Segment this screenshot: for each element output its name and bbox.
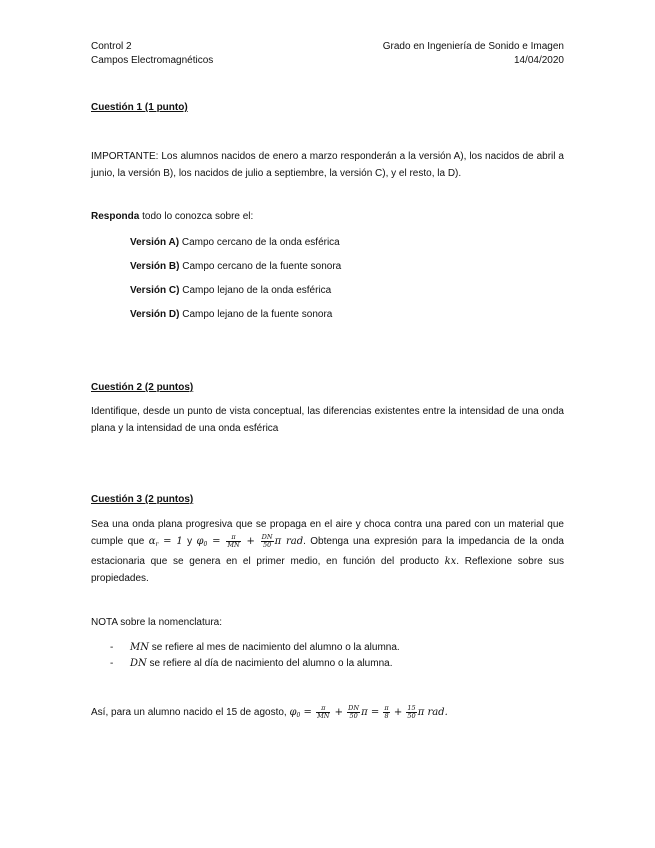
header-right: [383, 40, 564, 68]
fraction-pi-mn: [226, 534, 240, 549]
q2-text: Identifique, desde un punto de vista conceptual, las diferencias existentes entre la intensidad de una onda plana y la intensidad de una onda esférica: [91, 406, 564, 434]
phi-subscript: 0: [203, 541, 208, 548]
q3-text-1: Sea una onda plana progresiva que se propaga en el aire y choca contra una pared con un material que cumple que: [91, 519, 564, 547]
note-bullet-mn: [110, 642, 400, 653]
course-code: Control 2: [91, 41, 132, 52]
q3-title: Cuestión 3 (2 puntos): [91, 494, 194, 505]
version-text: Campo lejano de la onda esférica: [179, 285, 332, 296]
frac-num: DN: [261, 532, 273, 541]
course-name: Campos Electromagnéticos: [91, 55, 214, 66]
q3-text: [91, 516, 564, 587]
plus-sign: +: [390, 707, 406, 719]
q3-text-2: . Obtenga una expresión para la impedancia de la onda estacionaria que se genera en el primer medio, en función del producto: [91, 536, 564, 567]
example-text: Así, para un alumno nacido el 15 de agosto,: [91, 707, 290, 719]
phi-symbol: φ: [289, 707, 297, 719]
alpha-subscript: r: [155, 541, 159, 548]
fraction-dn-50: [347, 705, 360, 720]
q1-prompt-bold: Responda: [91, 211, 140, 222]
frac-den: 50: [349, 712, 358, 720]
bullet-symbol: MN: [130, 642, 149, 653]
pi-rad-end: π rad.: [417, 707, 448, 719]
version-text: Campo cercano de la fuente sonora: [179, 261, 342, 272]
q2-title: Cuestión 2 (2 puntos): [91, 382, 194, 393]
fraction-15-50: [406, 705, 416, 720]
version-text: Campo lejano de la fuente sonora: [179, 309, 333, 320]
frac-den: MN: [227, 540, 240, 549]
note-title: NOTA sobre la nomenclatura:: [91, 617, 222, 628]
frac-num: π: [226, 534, 240, 542]
header-left: [91, 40, 213, 68]
degree-name: Grado en Ingeniería de Sonido e Imagen: [382, 41, 564, 52]
frac-den: MN: [317, 712, 330, 720]
version-label: Versión B): [130, 261, 180, 272]
phi-subscript: 0: [296, 712, 301, 720]
q1-version-b: [130, 261, 341, 272]
bullet-text: se refiere al mes de nacimiento del alumno o la alumna.: [149, 642, 400, 653]
alpha-symbol: α: [148, 536, 156, 547]
frac-den: 50: [407, 712, 416, 720]
equals-sign: =: [300, 707, 316, 719]
pi-equals: π =: [361, 707, 383, 719]
plus-sign: +: [241, 536, 260, 547]
bullet-dash: -: [110, 658, 114, 669]
fraction-dn-50: [261, 534, 274, 549]
exam-date: 14/04/2020: [513, 55, 564, 66]
frac-den: 50: [262, 540, 272, 549]
q1-title: Cuestión 1 (1 punto): [91, 102, 188, 113]
fraction-pi-mn: [316, 705, 330, 720]
frac-num: 15: [407, 704, 416, 712]
version-label: Versión C): [130, 285, 180, 296]
alpha-equals: = 1: [158, 536, 183, 547]
version-text: Campo cercano de la onda esférica: [179, 237, 340, 248]
note-bullet-dn: [110, 658, 392, 669]
q1-important: IMPORTANTE: Los alumnos nacidos de enero a marzo responderán a la versión A), los nacidos de abril a junio, la versión B), los nacidos de julio a septiembre, la versión C), y el resto, la D).: [91, 151, 564, 179]
and-word: y: [182, 536, 197, 547]
plus-sign: +: [331, 707, 347, 719]
kx-symbol: kx: [444, 556, 457, 567]
frac-num: DN: [348, 704, 360, 712]
bullet-dash: -: [110, 642, 114, 653]
fraction-pi-8: [383, 705, 389, 720]
bullet-text: se refiere al día de nacimiento del alumno o la alumna.: [146, 658, 393, 669]
frac-den: 8: [384, 712, 389, 720]
bullet-symbol: DN: [130, 658, 147, 669]
q1-version-a: [130, 237, 340, 248]
q1-prompt-rest: todo lo conozca sobre el:: [139, 211, 254, 222]
equals-sign: =: [207, 536, 226, 547]
q3-text-3: . Reflexione sobre sus propiedades.: [91, 556, 564, 584]
q1-prompt: [91, 211, 253, 222]
frac-num: π: [316, 705, 330, 713]
example-line: [91, 705, 448, 720]
version-label: Versión A): [130, 237, 180, 248]
phi-symbol: φ: [196, 536, 204, 547]
version-label: Versión D): [130, 309, 180, 320]
frac-num: π: [384, 704, 389, 712]
q1-version-c: [130, 285, 331, 296]
pi-rad: π rad: [274, 536, 304, 547]
q1-version-d: [130, 309, 332, 320]
